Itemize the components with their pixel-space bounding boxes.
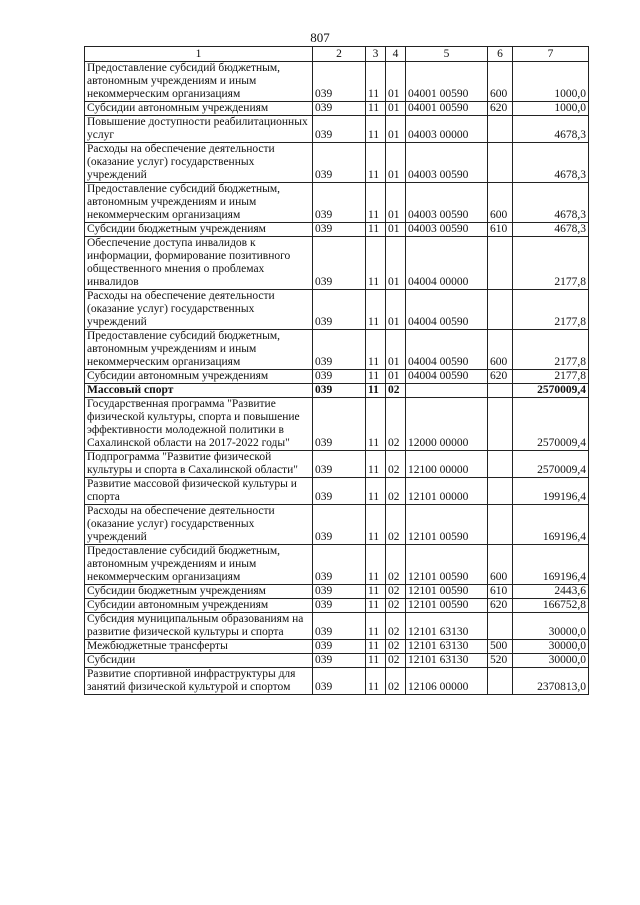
row-expense-type-cell: 610 xyxy=(488,223,513,237)
row-sum-cell: 2443,6 xyxy=(513,585,589,599)
row-section-cell: 11 xyxy=(366,384,386,398)
row-grbs-cell: 039 xyxy=(313,237,366,290)
row-section-cell: 11 xyxy=(366,545,386,585)
row-expense-type-cell xyxy=(488,290,513,330)
row-section-cell: 11 xyxy=(366,223,386,237)
row-grbs-cell: 039 xyxy=(313,116,366,143)
header-col-5: 5 xyxy=(406,47,488,62)
row-section-cell: 11 xyxy=(366,613,386,640)
row-target-article-cell: 04003 00000 xyxy=(406,116,488,143)
header-col-4: 4 xyxy=(386,47,406,62)
budget-table xyxy=(84,46,589,695)
row-expense-type-cell: 600 xyxy=(488,545,513,585)
row-subsection-cell: 01 xyxy=(386,62,406,102)
row-subsection-cell: 02 xyxy=(386,613,406,640)
table-row xyxy=(85,599,589,613)
row-section-cell: 11 xyxy=(366,330,386,370)
row-expense-type-cell: 600 xyxy=(488,330,513,370)
table-row xyxy=(85,116,589,143)
row-subsection-cell: 02 xyxy=(386,599,406,613)
row-name-cell: Субсидии бюджетным учреждениям xyxy=(85,585,313,599)
row-target-article-cell xyxy=(406,384,488,398)
row-sum-cell: 4678,3 xyxy=(513,183,589,223)
row-grbs-cell: 039 xyxy=(313,398,366,451)
row-target-article-cell: 12101 00590 xyxy=(406,585,488,599)
row-expense-type-cell: 620 xyxy=(488,370,513,384)
row-target-article-cell: 12101 00590 xyxy=(406,599,488,613)
row-name-cell: Субсидии автономным учреждениям xyxy=(85,599,313,613)
header-col-1: 1 xyxy=(85,47,313,62)
row-expense-type-cell xyxy=(488,668,513,695)
row-grbs-cell: 039 xyxy=(313,143,366,183)
table-row xyxy=(85,183,589,223)
row-grbs-cell: 039 xyxy=(313,223,366,237)
row-subsection-cell: 02 xyxy=(386,585,406,599)
table-header-row xyxy=(85,47,589,62)
table-row xyxy=(85,451,589,478)
row-name-cell: Расходы на обеспечение деятельности (оказание услуг) государственных учреждений xyxy=(85,290,313,330)
row-sum-cell: 2570009,4 xyxy=(513,451,589,478)
row-expense-type-cell xyxy=(488,384,513,398)
row-section-cell: 11 xyxy=(366,654,386,668)
table-body xyxy=(85,62,589,695)
row-name-cell: Субсидия муниципальным образованиям на развитие физической культуры и спорта xyxy=(85,613,313,640)
row-subsection-cell: 02 xyxy=(386,654,406,668)
row-subsection-cell: 01 xyxy=(386,183,406,223)
row-section-cell: 11 xyxy=(366,478,386,505)
row-target-article-cell: 12101 00000 xyxy=(406,478,488,505)
row-section-cell: 11 xyxy=(366,599,386,613)
row-sum-cell: 1000,0 xyxy=(513,62,589,102)
row-subsection-cell: 01 xyxy=(386,370,406,384)
row-grbs-cell: 039 xyxy=(313,640,366,654)
row-sum-cell: 2570009,4 xyxy=(513,398,589,451)
row-section-cell: 11 xyxy=(366,370,386,384)
row-expense-type-cell xyxy=(488,237,513,290)
row-sum-cell: 199196,4 xyxy=(513,478,589,505)
row-grbs-cell: 039 xyxy=(313,62,366,102)
row-target-article-cell: 12000 00000 xyxy=(406,398,488,451)
row-target-article-cell: 04003 00590 xyxy=(406,223,488,237)
row-target-article-cell: 04003 00590 xyxy=(406,183,488,223)
row-sum-cell: 30000,0 xyxy=(513,613,589,640)
row-section-cell: 11 xyxy=(366,585,386,599)
row-target-article-cell: 04004 00590 xyxy=(406,370,488,384)
row-target-article-cell: 12101 00590 xyxy=(406,505,488,545)
row-sum-cell: 2177,8 xyxy=(513,370,589,384)
row-grbs-cell: 039 xyxy=(313,384,366,398)
row-target-article-cell: 12101 63130 xyxy=(406,654,488,668)
row-expense-type-cell: 610 xyxy=(488,585,513,599)
header-col-3: 3 xyxy=(366,47,386,62)
row-name-cell: Субсидии xyxy=(85,654,313,668)
row-section-cell: 11 xyxy=(366,505,386,545)
row-section-cell: 11 xyxy=(366,237,386,290)
row-expense-type-cell: 600 xyxy=(488,62,513,102)
table-row xyxy=(85,545,589,585)
table-row xyxy=(85,330,589,370)
row-name-cell: Предоставление субсидий бюджетным, автономным учреждениям и иным некоммерческим организациям xyxy=(85,183,313,223)
table-row xyxy=(85,640,589,654)
row-grbs-cell: 039 xyxy=(313,585,366,599)
row-expense-type-cell xyxy=(488,398,513,451)
row-expense-type-cell: 520 xyxy=(488,654,513,668)
row-name-cell: Повышение доступности реабилитационных услуг xyxy=(85,116,313,143)
row-grbs-cell: 039 xyxy=(313,330,366,370)
table-row xyxy=(85,62,589,102)
row-target-article-cell: 04004 00590 xyxy=(406,330,488,370)
row-subsection-cell: 02 xyxy=(386,384,406,398)
row-subsection-cell: 01 xyxy=(386,330,406,370)
row-grbs-cell: 039 xyxy=(313,599,366,613)
row-name-cell: Подпрограмма "Развитие физической культуры и спорта в Сахалинской области" xyxy=(85,451,313,478)
row-target-article-cell: 04003 00590 xyxy=(406,143,488,183)
row-grbs-cell: 039 xyxy=(313,478,366,505)
row-subsection-cell: 01 xyxy=(386,102,406,116)
row-subsection-cell: 02 xyxy=(386,451,406,478)
row-name-cell: Субсидии бюджетным учреждениям xyxy=(85,223,313,237)
table-row xyxy=(85,613,589,640)
row-target-article-cell: 04004 00590 xyxy=(406,290,488,330)
row-sum-cell: 2177,8 xyxy=(513,237,589,290)
row-name-cell: Субсидии автономным учреждениям xyxy=(85,102,313,116)
header-col-6: 6 xyxy=(488,47,513,62)
row-expense-type-cell xyxy=(488,143,513,183)
row-target-article-cell: 12100 00000 xyxy=(406,451,488,478)
row-expense-type-cell: 600 xyxy=(488,183,513,223)
table-row xyxy=(85,398,589,451)
row-section-cell: 11 xyxy=(366,640,386,654)
row-section-cell: 11 xyxy=(366,116,386,143)
row-subsection-cell: 01 xyxy=(386,237,406,290)
row-grbs-cell: 039 xyxy=(313,545,366,585)
row-grbs-cell: 039 xyxy=(313,290,366,330)
row-grbs-cell: 039 xyxy=(313,613,366,640)
row-expense-type-cell xyxy=(488,505,513,545)
row-name-cell: Обеспечение доступа инвалидов к информации, формирование позитивного общественного мнения о проблемах инвалидов xyxy=(85,237,313,290)
row-target-article-cell: 12101 63130 xyxy=(406,613,488,640)
row-target-article-cell: 12106 00000 xyxy=(406,668,488,695)
row-section-cell: 11 xyxy=(366,451,386,478)
row-section-cell: 11 xyxy=(366,143,386,183)
row-subsection-cell: 02 xyxy=(386,640,406,654)
table-row xyxy=(85,370,589,384)
row-expense-type-cell: 620 xyxy=(488,599,513,613)
header-col-7: 7 xyxy=(513,47,589,62)
row-section-cell: 11 xyxy=(366,668,386,695)
row-grbs-cell: 039 xyxy=(313,370,366,384)
table-row xyxy=(85,505,589,545)
row-name-cell: Развитие массовой физической культуры и спорта xyxy=(85,478,313,505)
row-target-article-cell: 04001 00590 xyxy=(406,62,488,102)
row-section-cell: 11 xyxy=(366,102,386,116)
row-expense-type-cell xyxy=(488,478,513,505)
row-grbs-cell: 039 xyxy=(313,505,366,545)
row-subsection-cell: 02 xyxy=(386,668,406,695)
row-sum-cell: 30000,0 xyxy=(513,640,589,654)
row-subsection-cell: 01 xyxy=(386,143,406,183)
row-subsection-cell: 01 xyxy=(386,223,406,237)
row-expense-type-cell xyxy=(488,116,513,143)
row-grbs-cell: 039 xyxy=(313,102,366,116)
row-target-article-cell: 04004 00000 xyxy=(406,237,488,290)
row-target-article-cell: 12101 63130 xyxy=(406,640,488,654)
table-row xyxy=(85,384,589,398)
row-name-cell: Государственная программа "Развитие физической культуры, спорта и повышение эффективности молодежной политики в Сахалинской области на 2017-2022 годы" xyxy=(85,398,313,451)
table-row xyxy=(85,654,589,668)
table-row xyxy=(85,223,589,237)
row-expense-type-cell xyxy=(488,613,513,640)
table-row xyxy=(85,102,589,116)
row-sum-cell: 2570009,4 xyxy=(513,384,589,398)
row-subsection-cell: 02 xyxy=(386,545,406,585)
row-expense-type-cell: 620 xyxy=(488,102,513,116)
row-name-cell: Расходы на обеспечение деятельности (оказание услуг) государственных учреждений xyxy=(85,143,313,183)
row-section-cell: 11 xyxy=(366,62,386,102)
row-grbs-cell: 039 xyxy=(313,183,366,223)
header-col-2: 2 xyxy=(313,47,366,62)
table-row xyxy=(85,290,589,330)
row-section-cell: 11 xyxy=(366,290,386,330)
row-sum-cell: 2177,8 xyxy=(513,330,589,370)
row-name-cell: Предоставление субсидий бюджетным, автономным учреждениям и иным некоммерческим организациям xyxy=(85,545,313,585)
row-name-cell: Межбюджетные трансферты xyxy=(85,640,313,654)
row-subsection-cell: 02 xyxy=(386,505,406,545)
row-target-article-cell: 12101 00590 xyxy=(406,545,488,585)
row-grbs-cell: 039 xyxy=(313,668,366,695)
row-sum-cell: 1000,0 xyxy=(513,102,589,116)
row-grbs-cell: 039 xyxy=(313,654,366,668)
row-sum-cell: 30000,0 xyxy=(513,654,589,668)
row-name-cell: Развитие спортивной инфраструктуры для занятий физической культурой и спортом xyxy=(85,668,313,695)
row-subsection-cell: 01 xyxy=(386,116,406,143)
row-sum-cell: 2370813,0 xyxy=(513,668,589,695)
row-grbs-cell: 039 xyxy=(313,451,366,478)
row-sum-cell: 169196,4 xyxy=(513,505,589,545)
table-row xyxy=(85,143,589,183)
table-row xyxy=(85,668,589,695)
page-number: 807 xyxy=(310,30,330,45)
row-section-cell: 11 xyxy=(366,398,386,451)
row-sum-cell: 4678,3 xyxy=(513,143,589,183)
row-sum-cell: 4678,3 xyxy=(513,116,589,143)
row-name-cell: Предоставление субсидий бюджетным, автономным учреждениям и иным некоммерческим организациям xyxy=(85,62,313,102)
row-subsection-cell: 01 xyxy=(386,290,406,330)
table-row xyxy=(85,237,589,290)
row-subsection-cell: 02 xyxy=(386,398,406,451)
row-name-cell: Массовый спорт xyxy=(85,384,313,398)
table-row xyxy=(85,478,589,505)
row-name-cell: Расходы на обеспечение деятельности (оказание услуг) государственных учреждений xyxy=(85,505,313,545)
row-target-article-cell: 04001 00590 xyxy=(406,102,488,116)
row-expense-type-cell xyxy=(488,451,513,478)
row-name-cell: Субсидии автономным учреждениям xyxy=(85,370,313,384)
row-sum-cell: 2177,8 xyxy=(513,290,589,330)
table-row xyxy=(85,585,589,599)
row-sum-cell: 4678,3 xyxy=(513,223,589,237)
row-section-cell: 11 xyxy=(366,183,386,223)
row-expense-type-cell: 500 xyxy=(488,640,513,654)
row-subsection-cell: 02 xyxy=(386,478,406,505)
row-sum-cell: 169196,4 xyxy=(513,545,589,585)
row-sum-cell: 166752,8 xyxy=(513,599,589,613)
row-name-cell: Предоставление субсидий бюджетным, автономным учреждениям и иным некоммерческим организациям xyxy=(85,330,313,370)
